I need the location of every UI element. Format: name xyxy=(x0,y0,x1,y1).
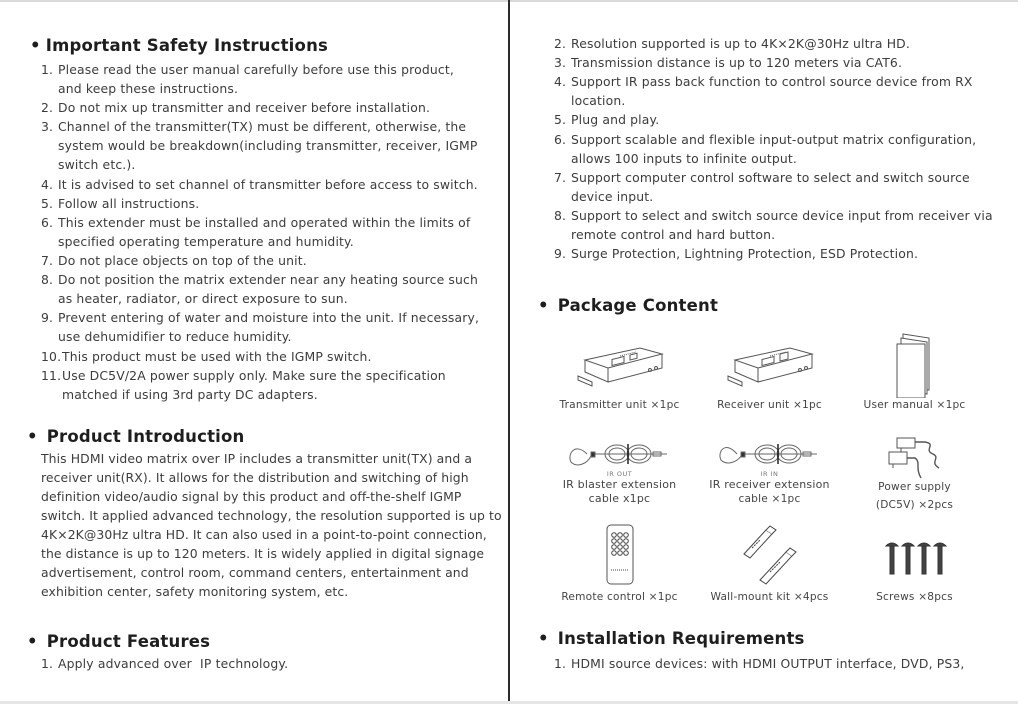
package-item-wall-mount-kit xyxy=(702,524,837,604)
list-text: Do not position the matrix extender near any heating source such xyxy=(58,272,479,288)
list-item xyxy=(554,168,1018,206)
installation-title: Installation Requirements xyxy=(557,629,805,648)
list-text: and keep these instructions. xyxy=(58,81,239,97)
list-number: 1. xyxy=(41,62,54,77)
list-number: 10. xyxy=(41,348,62,364)
list-text: Resolution supported is up to 4K×2K@30Hz ultra HD. xyxy=(571,36,910,51)
paragraph-line: advertisement, control room, command centers, entertainment and xyxy=(41,565,469,580)
ir-out-tag: IR OUT xyxy=(606,470,633,478)
package-label: cable ×1pc xyxy=(738,493,801,505)
list-text: Prevent entering of water and moisture into the unit. If necessary, xyxy=(58,310,480,326)
bullet-icon: • xyxy=(30,36,41,55)
package-label: IR blaster extension xyxy=(562,478,677,491)
package-heading xyxy=(538,296,718,315)
wall-mount-kit-icon xyxy=(730,524,810,586)
ir-in-tag: IR IN xyxy=(760,470,779,478)
list-item xyxy=(41,194,511,213)
list-text: Support IR pass back function to control source device from RX xyxy=(571,74,973,90)
list-text: It is advised to set channel of transmitter before access to switch. xyxy=(58,176,478,192)
list-number: 3. xyxy=(554,55,567,71)
list-number: 3. xyxy=(41,119,54,135)
list-text: switch etc.). xyxy=(58,157,136,173)
list-text: Apply advanced over IP technology. xyxy=(58,656,289,671)
list-item xyxy=(41,270,511,308)
list-text: system would be breakdown(including transmitter, receiver, IGMP xyxy=(58,138,478,154)
package-item-transmitter xyxy=(552,340,687,412)
list-number: 1. xyxy=(41,656,54,671)
list-text: specified operating temperature and humidity. xyxy=(58,233,354,249)
features-title: Product Features xyxy=(46,632,211,651)
paragraph-line: switch. It applied advanced technology, the resolution supported is up to xyxy=(41,508,502,523)
list-number: 4. xyxy=(41,176,54,192)
paragraph-line: the distance is up to 120 meters. It is widely applied in digital signage xyxy=(41,546,485,561)
package-label: User manual ×1pc xyxy=(863,399,966,411)
package-title: Package Content xyxy=(557,296,719,315)
list-text: HDMI source devices: with HDMI OUTPUT interface, DVD, PS3, xyxy=(571,656,965,671)
list-text: Do not place objects on top of the unit. xyxy=(58,253,307,268)
list-text: allows 100 inputs to infinite output. xyxy=(571,150,797,166)
list-number: 2. xyxy=(554,36,567,51)
list-number: 8. xyxy=(554,207,567,223)
installation-heading xyxy=(538,629,805,648)
user-manual-icon xyxy=(885,328,945,398)
list-text: use dehumidifier to reduce humidity. xyxy=(58,329,292,345)
list-item xyxy=(41,98,511,117)
list-item xyxy=(554,53,1018,72)
package-label: Power supply xyxy=(878,481,951,493)
list-item xyxy=(41,60,511,98)
safety-title: Important Safety Instructions xyxy=(45,36,329,55)
list-item xyxy=(554,244,1018,263)
list-text: Support to select and switch source device input from receiver via xyxy=(571,207,993,223)
list-text: Transmission distance is up to 120 meters via CAT6. xyxy=(571,55,903,71)
list-number: 5. xyxy=(41,195,54,211)
paragraph-line: receiver unit(RX). It allows for the distribution and switching of high xyxy=(41,470,469,485)
paragraph-line: definition video/audio signal by this product and off-the-shelf IGMP xyxy=(41,489,462,504)
list-number: 9. xyxy=(41,310,54,326)
list-item xyxy=(41,308,511,346)
paragraph-line: exhibition center, safety monitoring system, etc. xyxy=(41,584,349,599)
list-item xyxy=(41,366,511,404)
bullet-icon: • xyxy=(538,296,549,315)
list-text: Support computer control software to select and switch source xyxy=(571,169,970,185)
list-text: Follow all instructions. xyxy=(58,195,200,211)
list-text: Do not mix up transmitter and receiver before installation. xyxy=(58,100,431,116)
package-item-ir-blaster xyxy=(552,438,687,506)
package-item-remote-control xyxy=(552,524,687,604)
list-number: 8. xyxy=(41,272,54,288)
list-item xyxy=(554,34,1018,53)
list-number: 7. xyxy=(554,169,567,185)
list-item xyxy=(41,347,511,366)
intro-title: Product Introduction xyxy=(46,427,245,446)
package-item-receiver xyxy=(702,340,837,412)
list-item xyxy=(41,175,511,194)
list-text: location. xyxy=(571,93,626,109)
package-label: Screws ×8pcs xyxy=(876,591,953,603)
list-number: 6. xyxy=(41,214,54,230)
list-item xyxy=(41,251,511,270)
paragraph-line: This HDMI video matrix over IP includes a transmitter unit(TX) and a xyxy=(41,451,473,466)
ir-receiver-cable-icon xyxy=(715,438,825,470)
list-text: as heater, radiator, or direct exposure to sun. xyxy=(58,291,348,307)
list-text: remote control and hard button. xyxy=(571,226,776,242)
package-label: IR receiver extension xyxy=(709,478,830,491)
package-item-screws xyxy=(857,524,972,604)
list-text: Channel of the transmitter(TX) must be different, otherwise, the xyxy=(58,119,467,135)
features-heading xyxy=(27,632,210,651)
bullet-icon: • xyxy=(538,629,549,648)
list-item xyxy=(41,213,511,251)
ir-blaster-cable-icon xyxy=(565,438,675,470)
list-item xyxy=(554,72,1018,110)
list-number: 11. xyxy=(41,367,62,383)
list-text: This extender must be installed and operated within the limits of xyxy=(58,214,471,230)
package-label: Remote control ×1pc xyxy=(561,591,678,603)
package-item-power-supply xyxy=(857,436,972,512)
list-text: device input. xyxy=(571,188,654,204)
transmitter-unit-icon xyxy=(570,340,670,398)
list-number: 1. xyxy=(554,656,567,671)
bullet-icon: • xyxy=(27,632,38,651)
screws-icon xyxy=(880,524,950,586)
list-text: Plug and play. xyxy=(571,112,660,128)
list-item xyxy=(554,110,1018,129)
power-supply-icon xyxy=(875,436,955,480)
bullet-icon: • xyxy=(27,427,38,446)
list-text: Surge Protection, Lightning Protection, ESD Protection. xyxy=(571,246,919,262)
list-number: 2. xyxy=(41,100,54,116)
list-item xyxy=(554,206,1018,244)
package-item-user-manual xyxy=(857,328,972,412)
intro-heading xyxy=(27,427,245,446)
package-label: Wall-mount kit ×4pcs xyxy=(710,591,829,603)
package-label: cable x1pc xyxy=(588,492,651,505)
list-text: This product must be used with the IGMP switch. xyxy=(62,348,372,364)
package-label: Receiver unit ×1pc xyxy=(717,399,822,411)
package-label: (DC5V) ×2pcs xyxy=(875,499,954,511)
package-item-ir-receiver xyxy=(702,438,837,506)
list-item xyxy=(554,130,1018,168)
intro-paragraph xyxy=(41,449,502,601)
remote-control-icon xyxy=(600,524,640,586)
list-item xyxy=(41,654,511,673)
list-text: matched if using 3rd party DC adapters. xyxy=(62,386,318,402)
list-number: 5. xyxy=(554,112,567,128)
safety-heading xyxy=(30,36,328,55)
list-text: Support scalable and flexible input-output matrix configuration, xyxy=(571,131,977,147)
list-item xyxy=(554,654,1018,673)
list-number: 6. xyxy=(554,131,567,147)
list-number: 9. xyxy=(554,246,567,262)
package-label: Transmitter unit ×1pc xyxy=(559,399,680,411)
list-number: 4. xyxy=(554,74,567,90)
list-text: Use DC5V/2A power supply only. Make sure the specification xyxy=(62,367,446,383)
list-text: Please read the user manual carefully before use this product, xyxy=(58,62,454,77)
list-item xyxy=(41,117,511,174)
list-number: 7. xyxy=(41,253,54,268)
paragraph-line: 4K×2K@30Hz ultra HD. It can also used in a point-to-point connection, xyxy=(41,527,487,542)
receiver-unit-icon xyxy=(720,340,820,398)
